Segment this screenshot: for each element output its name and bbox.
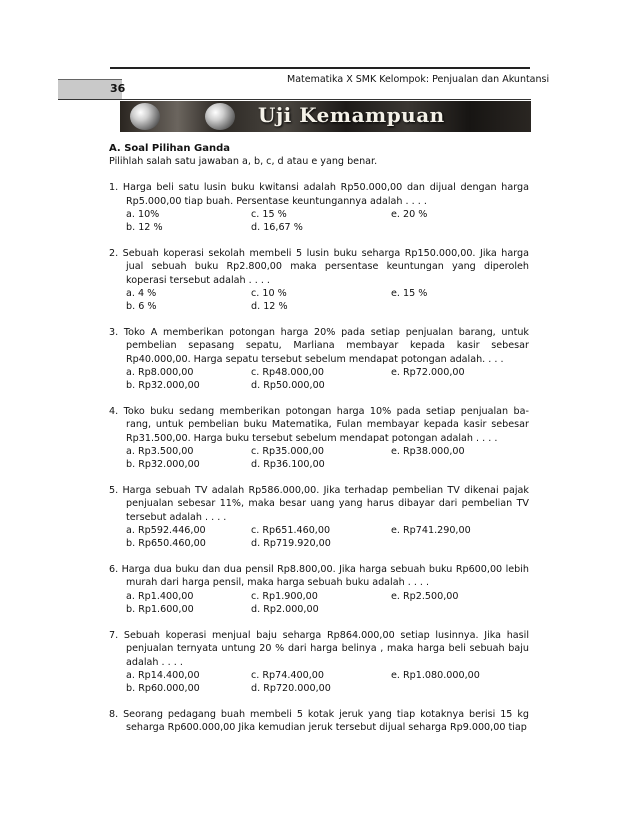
question-text: 6. Harga dua buku dan dua pensil Rp8.800,00. Jika harga sebuah buku Rp600,00 lebih murah dari harga pensil, maka harga sebuah buku adalah . . . . <box>109 564 529 589</box>
option-e: e. 15 % <box>391 287 428 299</box>
option-d: d. Rp2.000,00 <box>251 603 319 615</box>
option-d: d. 16,67 % <box>251 222 303 234</box>
page-number: 36 <box>110 82 126 95</box>
option-d: d. Rp720.000,00 <box>251 682 331 694</box>
option-e: e. Rp1.080.000,00 <box>391 669 480 681</box>
question-item <box>109 326 529 392</box>
book-title: Matematika X SMK Kelompok: Penjualan dan Akuntansi <box>287 74 550 85</box>
sphere-decoration-icon <box>205 103 235 130</box>
option-a: a. Rp8.000,00 <box>126 366 194 378</box>
option-c: c. Rp48.000,00 <box>251 366 324 378</box>
option-b: b. 12 % <box>126 222 163 234</box>
option-a: a. 4 % <box>126 287 157 299</box>
question-text: 8. Seorang pedagang buah membeli 5 kotak jeruk yang tiap kotaknya berisi 15 kg seharga Rp600.000,00 Jika kemudian jeruk tersebut dijual seharga Rp9.000,00 tiap <box>109 709 529 734</box>
option-c: c. Rp74.400,00 <box>251 669 324 681</box>
answer-options <box>109 287 529 313</box>
question-text: 7. Sebuah koperasi menjual baju seharga Rp864.000,00 setiap lusinnya. Jika hasil penjualan ternyata untung 20 % dari harga belinya , maka harga beli sebuah baju adalah . . . . <box>109 630 529 668</box>
question-item <box>109 405 529 471</box>
question-item <box>109 629 529 695</box>
question-text: 5. Harga sebuah TV adalah Rp586.000,00. Jika terhadap pembelian TV dikenai pajak penjualan sebesar 11%, maka besar uang yang harus dibayar dari pembelian TV tersebut adalah . . . . <box>109 485 529 523</box>
question-item <box>109 181 529 234</box>
page-number-box <box>58 79 126 99</box>
option-e: e. Rp72.000,00 <box>391 366 465 378</box>
option-a: a. Rp592.446,00 <box>126 524 206 536</box>
option-b: b. Rp32.000,00 <box>126 459 200 471</box>
option-b: b. Rp650.460,00 <box>126 538 206 550</box>
question-text: 2. Sebuah koperasi sekolah membeli 5 lusin buku seharga Rp150.000,00. Jika harga jual sebuah buku Rp2.800,00 maka persentase keuntungan yang diperoleh koperasi tersebut adalah . . . . <box>109 248 529 286</box>
section-title: A. Soal Pilihan Ganda <box>109 143 230 154</box>
answer-options <box>109 669 529 695</box>
question-item <box>109 708 529 734</box>
option-b: b. Rp32.000,00 <box>126 380 200 392</box>
option-d: d. Rp719.920,00 <box>251 538 331 550</box>
question-text: 4. Toko buku sedang memberikan potongan harga 10% pada setiap penjualan ba- rang, untuk pembelian buku Matematika, Fulan membayar kepada kasir sebesar Rp31.500,00. Harga buku tersebut sebelum mendapat potongan adalah . . . . <box>109 406 529 444</box>
exercise-content <box>109 142 529 735</box>
option-e: e. Rp38.000,00 <box>391 445 465 457</box>
header-rule <box>110 67 530 69</box>
option-a: a. Rp3.500,00 <box>126 445 194 457</box>
question-item <box>109 484 529 550</box>
header-divider <box>58 99 531 100</box>
option-a: a. Rp14.400,00 <box>126 669 200 681</box>
option-c: c. Rp35.000,00 <box>251 445 324 457</box>
answer-options <box>109 366 529 392</box>
option-d: d. Rp50.000,00 <box>251 380 325 392</box>
option-a: a. 10% <box>126 208 160 220</box>
option-e: e. 20 % <box>391 208 428 220</box>
option-e: e. Rp741.290,00 <box>391 524 471 536</box>
question-text: 1. Harga beli satu lusin buku kwitansi adalah Rp50.000,00 dan dijual dengan harga Rp5.000,00 tiap buah. Persentase keuntungannya adalah . . . . <box>109 182 529 207</box>
option-c: c. Rp1.900,00 <box>251 590 318 602</box>
banner-title: Uji Kemampuan <box>258 103 445 127</box>
option-a: a. Rp1.400,00 <box>126 590 194 602</box>
option-b: b. 6 % <box>126 301 157 313</box>
section-instruction: Pilihlah salah satu jawaban a, b, c, d atau e yang benar. <box>109 156 378 168</box>
option-e: e. Rp2.500,00 <box>391 590 459 602</box>
option-c: c. 15 % <box>251 208 287 220</box>
answer-options <box>109 208 529 234</box>
question-item <box>109 247 529 313</box>
question-text: 3. Toko A memberikan potongan harga 20% pada setiap penjualan barang, untuk pembelian sepasang sepatu, Marliana membayar kepada kasir sebesar Rp40.000,00. Harga sepatu tersebut sebelum mendapat potongan adalah. . . . <box>109 327 529 365</box>
option-c: c. Rp651.460,00 <box>251 524 331 536</box>
option-d: d. Rp36.100,00 <box>251 459 325 471</box>
option-b: b. Rp1.600,00 <box>126 603 194 615</box>
option-d: d. 12 % <box>251 301 288 313</box>
section-banner <box>120 101 531 132</box>
question-item <box>109 563 529 616</box>
answer-options <box>109 445 529 471</box>
answer-options <box>109 524 529 550</box>
sphere-decoration-icon <box>130 103 160 130</box>
option-b: b. Rp60.000,00 <box>126 682 200 694</box>
option-c: c. 10 % <box>251 287 287 299</box>
answer-options <box>109 590 529 616</box>
